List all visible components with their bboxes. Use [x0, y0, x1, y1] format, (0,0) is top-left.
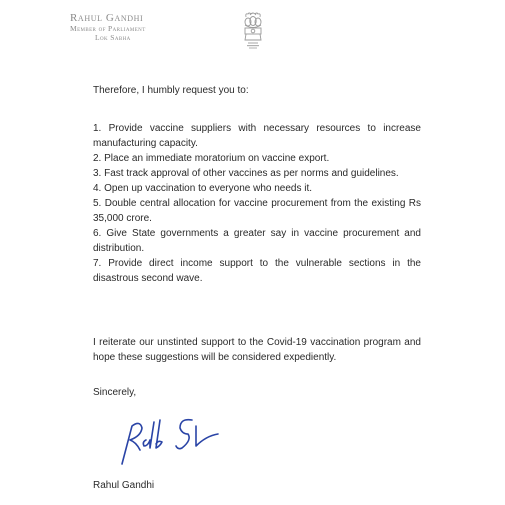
- letterhead-title: Member of Parliament: [70, 24, 146, 33]
- request-item: 3. Fast track approval of other vaccines as per norms and guidelines.: [93, 168, 399, 179]
- request-item: 1. Provide vaccine suppliers with necessary resources to increase manufacturing capacity.: [93, 123, 421, 149]
- letterhead: [70, 12, 200, 42]
- request-list: [93, 121, 421, 286]
- letterhead-house: Lok Sabha: [95, 33, 131, 42]
- request-item: 6. Give State governments a greater say in vaccine procurement and distribution.: [93, 228, 421, 254]
- signature: [114, 412, 234, 472]
- closing-paragraph: I reiterate our unstinted support to the Covid-19 vaccination program and hope these suggestions will be considered expediently.: [93, 337, 421, 363]
- request-item: 4. Open up vaccination to everyone who needs it.: [93, 183, 313, 194]
- request-item: 2. Place an immediate moratorium on vaccine export.: [93, 153, 330, 164]
- request-item: 5. Double central allocation for vaccine procurement from the existing Rs 35,000 crore.: [93, 198, 421, 224]
- signatory-name: Rahul Gandhi: [93, 480, 155, 491]
- request-item: 7. Provide direct income support to the vulnerable sections in the disastrous second wave.: [93, 258, 421, 284]
- salutation: Sincerely,: [93, 387, 137, 398]
- national-emblem-icon: [240, 11, 266, 55]
- intro-text: Therefore, I humbly request you to:: [93, 85, 249, 96]
- letterhead-name: Rahul Gandhi: [70, 12, 144, 24]
